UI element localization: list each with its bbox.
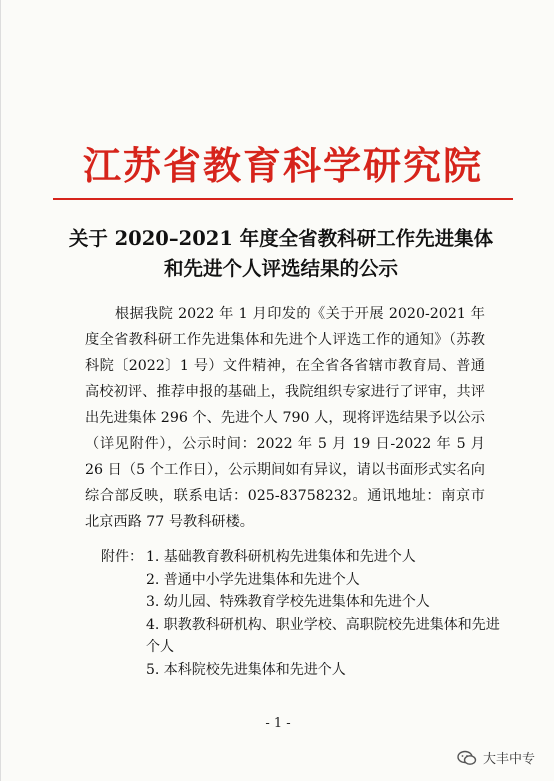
attachment-item: 5. 本科院校先进集体和先进个人: [146, 661, 346, 678]
page-number: - 1 -: [265, 716, 291, 731]
attachment-item: 1. 基础教育教科研机构先进集体和先进个人: [146, 549, 416, 565]
red-divider: [53, 198, 513, 200]
watermark: [457, 748, 535, 767]
watermark-text: 大丰中专: [483, 752, 536, 767]
title-line-2: 和先进个人评选结果的公示: [163, 257, 398, 280]
attachment-label: 附件：: [101, 549, 143, 565]
attachment-item: 2. 普通中小学先进集体和先进个人: [146, 571, 360, 588]
org-header: 江苏省教育科学研究院: [82, 143, 483, 188]
notice-title: [61, 224, 501, 284]
wechat-icon: [457, 750, 477, 766]
attachment-item: 4. 职教教科研机构、职业学校、高职院校先进集体和先进个人: [146, 616, 500, 655]
title-line-1: 关于 2020–2021 年度全省教科研工作先进集体: [68, 227, 494, 250]
attachment-row-1: [101, 546, 501, 569]
attachment-list: [101, 546, 501, 681]
attachment-item: 3. 幼儿园、特殊教育学校先进集体和先进个人: [146, 594, 430, 610]
notice-body: 根据我院 2022 年 1 月印发的《关于开展 2020-2021 年度全省教科研工作先进集体和先进个人评选工作的通知》（苏教科院〔2022〕1 号）文件精神，在全省各省辖市教育局、普通高校初评、推荐申报的基础上，我院组织专家进行了评审，共评出先进集体 296 个、先进个人 790 人，现将评选结果予以公示（详见附件），公示时间：2022 年 5 月 19 日-2022 年 5 月 26 日（5 个工作日），公示期间如有异议，请以书面形式实名向综合部反映，联系电话：025-83758232。通讯地址：南京市北京西路 77 号教科研楼。: [85, 306, 485, 530]
